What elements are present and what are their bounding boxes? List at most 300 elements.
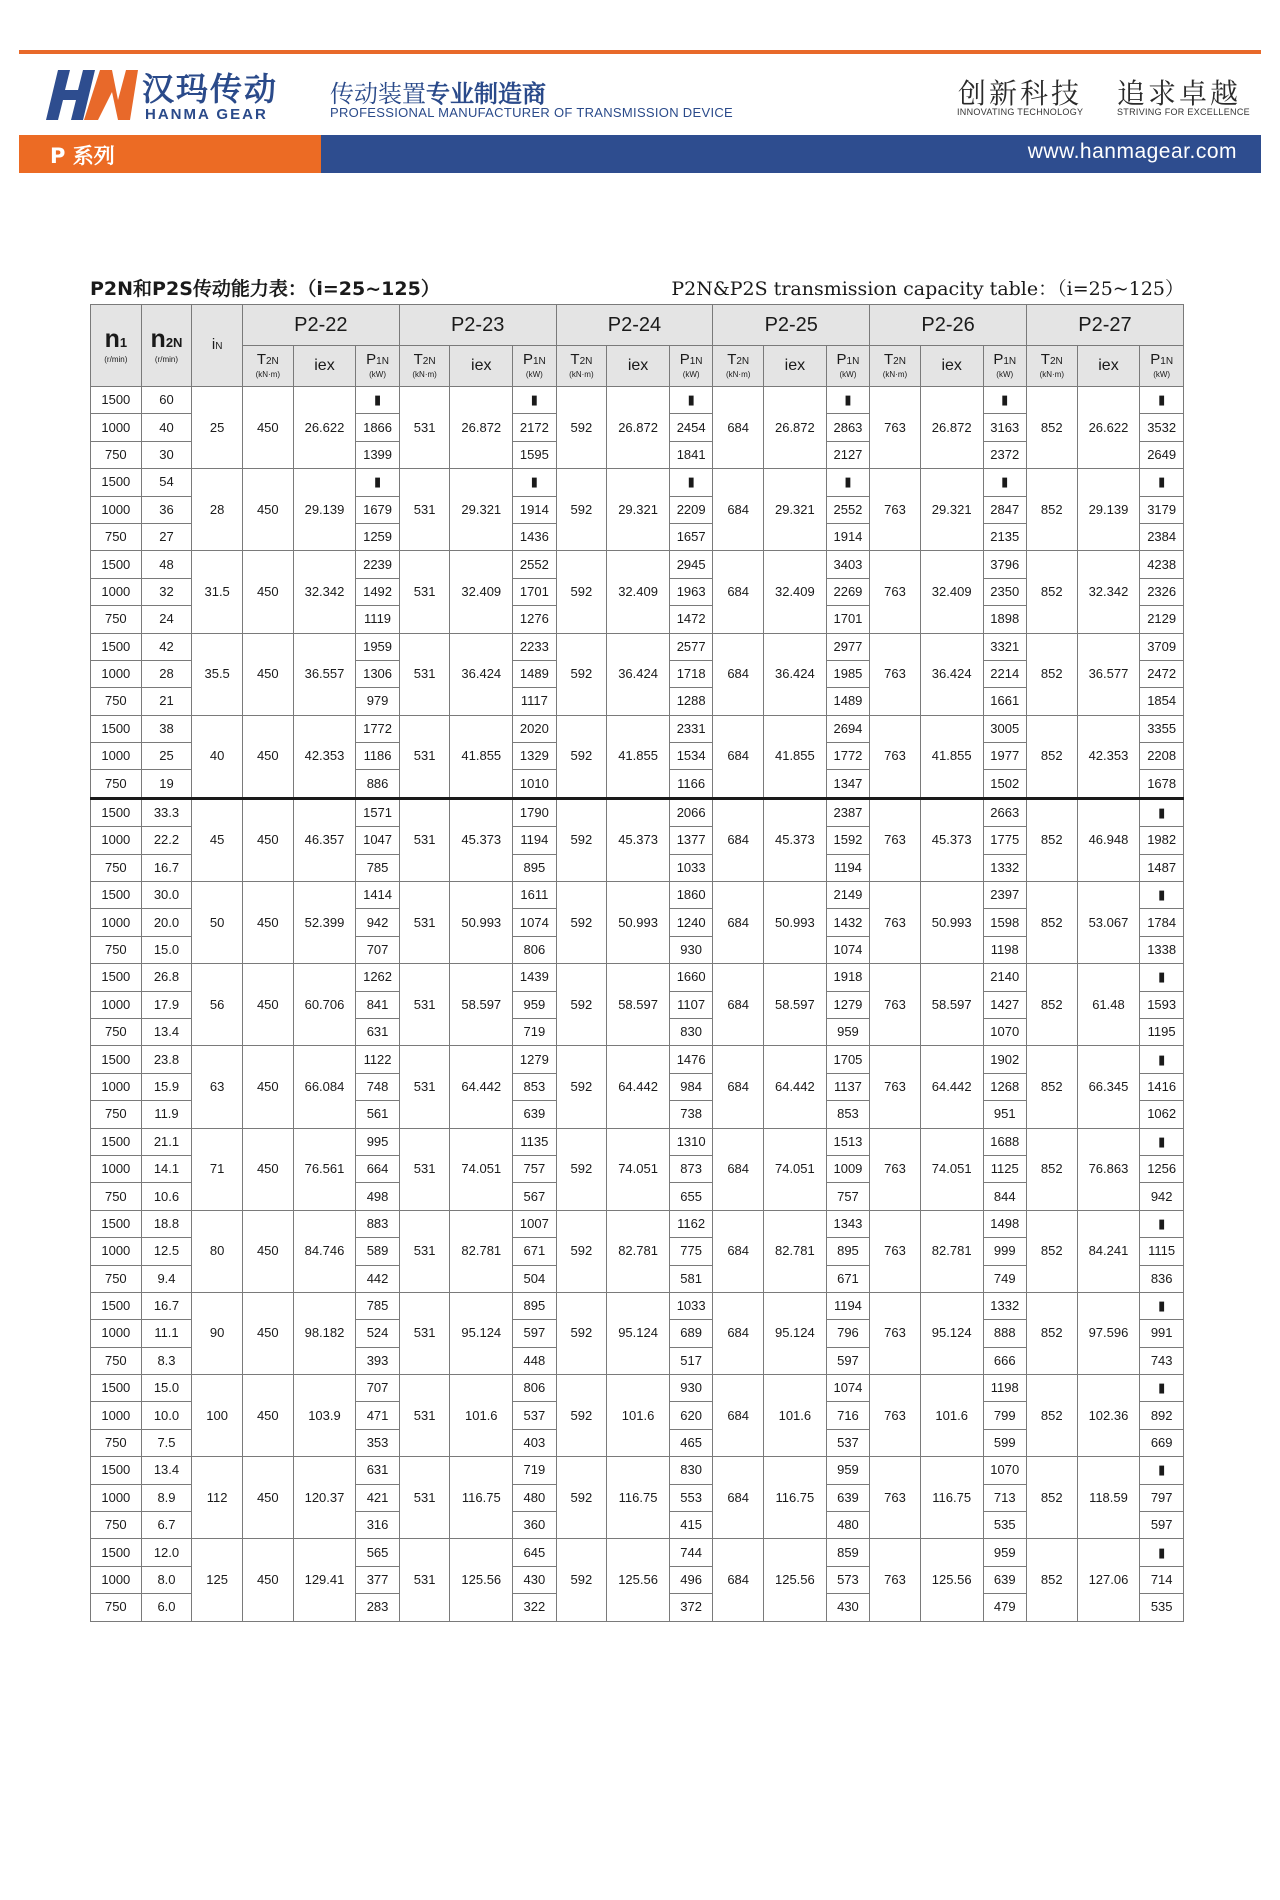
- p1n-cell: 1772: [356, 715, 399, 742]
- p1n-cell: 631: [356, 1018, 399, 1045]
- model-header: P2-23: [399, 305, 556, 346]
- p1n-cell: 1279: [826, 991, 869, 1018]
- n1-cell: 1500: [91, 1375, 142, 1402]
- p1n-cell: 316: [356, 1512, 399, 1539]
- p1n-cell: ▮: [1140, 1046, 1184, 1073]
- p1n-cell: 1009: [826, 1155, 869, 1182]
- p1n-cell: 442: [356, 1265, 399, 1292]
- t2n-cell: 852: [1026, 1292, 1077, 1374]
- p1n-cell: 716: [826, 1402, 869, 1429]
- in-cell: 25: [192, 387, 243, 469]
- p1n-cell: 873: [669, 1155, 712, 1182]
- n2n-cell: 9.4: [141, 1265, 192, 1292]
- in-cell: 112: [192, 1457, 243, 1539]
- iex-cell: 102.36: [1077, 1375, 1140, 1457]
- iex-cell: 82.781: [920, 1210, 983, 1292]
- p1n-cell: 1194: [513, 827, 556, 854]
- p1n-cell: ▮: [1140, 964, 1184, 991]
- p1n-cell: 573: [826, 1566, 869, 1593]
- p1n-cell: 353: [356, 1429, 399, 1456]
- p1n-cell: 3796: [983, 551, 1026, 578]
- n1-cell: 1000: [91, 1402, 142, 1429]
- p1n-cell: 2020: [513, 715, 556, 742]
- p1n-cell: 1571: [356, 798, 399, 826]
- table-row: [91, 715, 1184, 742]
- iex-cell: 120.37: [293, 1457, 356, 1539]
- iex-cell: 52.399: [293, 882, 356, 964]
- n1-cell: 1500: [91, 1539, 142, 1566]
- p1n-cell: 1074: [513, 909, 556, 936]
- p1n-cell: 639: [983, 1566, 1026, 1593]
- iex-cell: 97.596: [1077, 1292, 1140, 1374]
- table-title-cn: P2N和P2S传动能力表：（i=25~125）: [90, 278, 440, 300]
- t2n-cell: 592: [556, 1375, 607, 1457]
- t2n-cell: 852: [1026, 1457, 1077, 1539]
- p1n-cell: 3403: [826, 551, 869, 578]
- n1-cell: 1500: [91, 964, 142, 991]
- table-row: [91, 882, 1184, 909]
- iex-cell: 58.597: [607, 964, 670, 1046]
- p1n-cell: 1775: [983, 827, 1026, 854]
- p1n-cell: 1492: [356, 578, 399, 605]
- p1n-cell: 1194: [826, 854, 869, 881]
- n2n-cell: 54: [141, 469, 192, 496]
- iex-cell: 76.863: [1077, 1128, 1140, 1210]
- n2n-cell: 38: [141, 715, 192, 742]
- t2n-cell: 592: [556, 1046, 607, 1128]
- p1n-cell: 2372: [983, 441, 1026, 468]
- p1n-cell: 599: [983, 1429, 1026, 1456]
- iex-cell: 82.781: [764, 1210, 827, 1292]
- p1n-cell: 669: [1140, 1429, 1184, 1456]
- iex-cell: 66.345: [1077, 1046, 1140, 1128]
- t2n-cell: 531: [399, 1128, 450, 1210]
- p1n-cell: 2214: [983, 660, 1026, 687]
- p1n-cell: 480: [513, 1484, 556, 1511]
- p1n-cell: 372: [669, 1594, 712, 1621]
- ratio-block: [91, 469, 1184, 551]
- t2n-cell: 852: [1026, 469, 1077, 551]
- t2n-cell: 592: [556, 633, 607, 715]
- t2n-cell: 684: [713, 882, 764, 964]
- p1n-cell: 1343: [826, 1210, 869, 1237]
- in-cell: 100: [192, 1375, 243, 1457]
- p1n-cell: 1427: [983, 991, 1026, 1018]
- iex-cell: 116.75: [920, 1457, 983, 1539]
- n1-cell: 1000: [91, 991, 142, 1018]
- p1n-cell: 524: [356, 1320, 399, 1347]
- p1n-cell: 631: [356, 1457, 399, 1484]
- iex-cell: 46.357: [293, 798, 356, 881]
- p1n-cell: 892: [1140, 1402, 1184, 1429]
- ratio-block: [91, 387, 1184, 469]
- p1n-cell: 859: [826, 1539, 869, 1566]
- col-header-n1: n1 (r/min): [91, 305, 142, 387]
- p1n-cell: 713: [983, 1484, 1026, 1511]
- in-cell: 56: [192, 964, 243, 1046]
- t2n-cell: 852: [1026, 633, 1077, 715]
- p1n-cell: 744: [669, 1539, 712, 1566]
- p1n-cell: 1010: [513, 770, 556, 798]
- n2n-cell: 13.4: [141, 1018, 192, 1045]
- n2n-cell: 17.9: [141, 991, 192, 1018]
- p1n-cell: 799: [983, 1402, 1026, 1429]
- p1n-cell: 2552: [826, 496, 869, 523]
- t2n-cell: 684: [713, 469, 764, 551]
- iex-cell: 41.855: [450, 715, 513, 798]
- p1n-cell: 2350: [983, 578, 1026, 605]
- p1n-cell: 517: [669, 1347, 712, 1374]
- p1n-cell: 1338: [1140, 936, 1184, 963]
- in-cell: 71: [192, 1128, 243, 1210]
- p1n-cell: 2269: [826, 578, 869, 605]
- p1n-cell: 3321: [983, 633, 1026, 660]
- p1n-cell: 2140: [983, 964, 1026, 991]
- iex-cell: 29.321: [607, 469, 670, 551]
- p1n-cell: ▮: [983, 387, 1026, 414]
- p1n-cell: 1657: [669, 523, 712, 550]
- iex-cell: 64.442: [450, 1046, 513, 1128]
- iex-cell: 116.75: [450, 1457, 513, 1539]
- p1n-cell: 1439: [513, 964, 556, 991]
- iex-cell: 82.781: [450, 1210, 513, 1292]
- n1-cell: 1000: [91, 909, 142, 936]
- n1-cell: 750: [91, 1018, 142, 1045]
- t2n-cell: 450: [242, 882, 293, 964]
- n2n-cell: 30.0: [141, 882, 192, 909]
- t2n-cell: 852: [1026, 715, 1077, 798]
- p1n-cell: 785: [356, 1292, 399, 1319]
- p1n-cell: 1705: [826, 1046, 869, 1073]
- n1-cell: 1000: [91, 1566, 142, 1593]
- p1n-cell: 2066: [669, 798, 712, 826]
- p1n-cell: 480: [826, 1512, 869, 1539]
- p1n-cell: 567: [513, 1183, 556, 1210]
- n1-cell: 1500: [91, 715, 142, 742]
- table-row: [91, 387, 1184, 414]
- p1n-cell: 888: [983, 1320, 1026, 1347]
- t2n-cell: 531: [399, 551, 450, 633]
- iex-cell: 116.75: [764, 1457, 827, 1539]
- col-header-iex: iex: [293, 346, 356, 387]
- p1n-cell: ▮: [1140, 798, 1184, 826]
- n2n-cell: 48: [141, 551, 192, 578]
- p1n-cell: 537: [826, 1429, 869, 1456]
- p1n-cell: 1256: [1140, 1155, 1184, 1182]
- ratio-block: [91, 1128, 1184, 1210]
- t2n-cell: 531: [399, 1375, 450, 1457]
- p1n-cell: 1660: [669, 964, 712, 991]
- p1n-cell: 553: [669, 1484, 712, 1511]
- n1-cell: 1000: [91, 414, 142, 441]
- n2n-cell: 10.0: [141, 1402, 192, 1429]
- in-cell: 28: [192, 469, 243, 551]
- n1-cell: 750: [91, 1512, 142, 1539]
- model-header: P2-25: [713, 305, 870, 346]
- table-row: [91, 551, 1184, 578]
- n2n-cell: 30: [141, 441, 192, 468]
- p1n-cell: 471: [356, 1402, 399, 1429]
- p1n-cell: 1310: [669, 1128, 712, 1155]
- col-header-iex: iex: [764, 346, 827, 387]
- t2n-cell: 852: [1026, 551, 1077, 633]
- t2n-cell: 592: [556, 387, 607, 469]
- p1n-cell: 537: [513, 1402, 556, 1429]
- t2n-cell: 763: [870, 633, 921, 715]
- t2n-cell: 684: [713, 551, 764, 633]
- p1n-cell: 3163: [983, 414, 1026, 441]
- iex-cell: 84.241: [1077, 1210, 1140, 1292]
- website-url[interactable]: www.hanmagear.com: [1027, 140, 1237, 163]
- t2n-cell: 763: [870, 715, 921, 798]
- p1n-cell: 2384: [1140, 523, 1184, 550]
- col-header-p1n: P1N (kW): [1140, 346, 1184, 387]
- p1n-cell: 479: [983, 1594, 1026, 1621]
- iex-cell: 98.182: [293, 1292, 356, 1374]
- p1n-cell: 1259: [356, 523, 399, 550]
- n2n-cell: 16.7: [141, 1292, 192, 1319]
- col-header-p1n: P1N (kW): [669, 346, 712, 387]
- iex-cell: 26.872: [764, 387, 827, 469]
- iex-cell: 61.48: [1077, 964, 1140, 1046]
- p1n-cell: 1377: [669, 827, 712, 854]
- p1n-cell: 1854: [1140, 688, 1184, 715]
- p1n-cell: 2663: [983, 798, 1026, 826]
- t2n-cell: 450: [242, 633, 293, 715]
- p1n-cell: 671: [513, 1238, 556, 1265]
- t2n-cell: 531: [399, 1210, 450, 1292]
- p1n-cell: 322: [513, 1594, 556, 1621]
- p1n-cell: 836: [1140, 1265, 1184, 1292]
- p1n-cell: 620: [669, 1402, 712, 1429]
- t2n-cell: 450: [242, 1375, 293, 1457]
- in-cell: 90: [192, 1292, 243, 1374]
- p1n-cell: 757: [513, 1155, 556, 1182]
- p1n-cell: 664: [356, 1155, 399, 1182]
- p1n-cell: ▮: [1140, 1539, 1184, 1566]
- table-row: [91, 469, 1184, 496]
- p1n-cell: 597: [1140, 1512, 1184, 1539]
- n2n-cell: 7.5: [141, 1429, 192, 1456]
- p1n-cell: 883: [356, 1210, 399, 1237]
- iex-cell: 26.622: [293, 387, 356, 469]
- p1n-cell: 1902: [983, 1046, 1026, 1073]
- p1n-cell: 2326: [1140, 578, 1184, 605]
- p1n-cell: 1240: [669, 909, 712, 936]
- n2n-cell: 14.1: [141, 1155, 192, 1182]
- p1n-cell: 1186: [356, 743, 399, 770]
- iex-cell: 118.59: [1077, 1457, 1140, 1539]
- n2n-cell: 42: [141, 633, 192, 660]
- p1n-cell: 1332: [983, 1292, 1026, 1319]
- n2n-cell: 13.4: [141, 1457, 192, 1484]
- t2n-cell: 450: [242, 715, 293, 798]
- p1n-cell: 1513: [826, 1128, 869, 1155]
- n2n-cell: 22.2: [141, 827, 192, 854]
- t2n-cell: 852: [1026, 1375, 1077, 1457]
- iex-cell: 32.342: [1077, 551, 1140, 633]
- header-top-rule: [19, 50, 1261, 54]
- p1n-cell: 597: [826, 1347, 869, 1374]
- p1n-cell: 2552: [513, 551, 556, 578]
- p1n-cell: 1611: [513, 882, 556, 909]
- t2n-cell: 763: [870, 551, 921, 633]
- iex-cell: 46.948: [1077, 798, 1140, 881]
- in-cell: 80: [192, 1210, 243, 1292]
- iex-cell: 41.855: [920, 715, 983, 798]
- p1n-cell: 498: [356, 1183, 399, 1210]
- t2n-cell: 763: [870, 1375, 921, 1457]
- ratio-block: [91, 1210, 1184, 1292]
- iex-cell: 82.781: [607, 1210, 670, 1292]
- t2n-cell: 763: [870, 882, 921, 964]
- iex-cell: 41.855: [607, 715, 670, 798]
- p1n-cell: 1198: [983, 1375, 1026, 1402]
- p1n-cell: 3179: [1140, 496, 1184, 523]
- slogan-excellence-en: STRIVING FOR EXCELLENCE: [1117, 107, 1250, 117]
- p1n-cell: 2129: [1140, 606, 1184, 633]
- p1n-cell: 1125: [983, 1155, 1026, 1182]
- p1n-cell: 886: [356, 770, 399, 798]
- table-row: [91, 1375, 1184, 1402]
- ratio-block: [91, 1046, 1184, 1128]
- p1n-cell: 1790: [513, 798, 556, 826]
- p1n-cell: 3005: [983, 715, 1026, 742]
- iex-cell: 50.993: [450, 882, 513, 964]
- p1n-cell: 959: [826, 1457, 869, 1484]
- t2n-cell: 592: [556, 551, 607, 633]
- p1n-cell: 496: [669, 1566, 712, 1593]
- t2n-cell: 531: [399, 882, 450, 964]
- p1n-cell: 1918: [826, 964, 869, 991]
- p1n-cell: 4238: [1140, 551, 1184, 578]
- p1n-cell: 895: [513, 854, 556, 881]
- t2n-cell: 852: [1026, 1128, 1077, 1210]
- table-row: [91, 633, 1184, 660]
- iex-cell: 64.442: [764, 1046, 827, 1128]
- p1n-cell: 942: [1140, 1183, 1184, 1210]
- p1n-cell: 707: [356, 936, 399, 963]
- n1-cell: 1500: [91, 1046, 142, 1073]
- n1-cell: 1000: [91, 496, 142, 523]
- p1n-cell: ▮: [1140, 1292, 1184, 1319]
- iex-cell: 74.051: [920, 1128, 983, 1210]
- iex-cell: 66.084: [293, 1046, 356, 1128]
- t2n-cell: 852: [1026, 882, 1077, 964]
- t2n-cell: 450: [242, 1457, 293, 1539]
- p1n-cell: 1498: [983, 1210, 1026, 1237]
- p1n-cell: 797: [1140, 1484, 1184, 1511]
- iex-cell: 95.124: [607, 1292, 670, 1374]
- p1n-cell: 1074: [826, 1375, 869, 1402]
- table-row: [91, 1128, 1184, 1155]
- iex-cell: 26.872: [920, 387, 983, 469]
- p1n-cell: 2387: [826, 798, 869, 826]
- iex-cell: 95.124: [920, 1292, 983, 1374]
- n1-cell: 1000: [91, 1155, 142, 1182]
- p1n-cell: 749: [983, 1265, 1026, 1292]
- ratio-block: [91, 551, 1184, 633]
- p1n-cell: 421: [356, 1484, 399, 1511]
- p1n-cell: 1107: [669, 991, 712, 1018]
- iex-cell: 36.557: [293, 633, 356, 715]
- col-header-in: iN: [192, 305, 243, 387]
- n2n-cell: 18.8: [141, 1210, 192, 1237]
- iex-cell: 125.56: [607, 1539, 670, 1621]
- p1n-cell: 999: [983, 1238, 1026, 1265]
- p1n-cell: 2233: [513, 633, 556, 660]
- p1n-cell: 995: [356, 1128, 399, 1155]
- t2n-cell: 763: [870, 964, 921, 1046]
- in-cell: 35.5: [192, 633, 243, 715]
- p1n-cell: 3709: [1140, 633, 1184, 660]
- iex-cell: 95.124: [450, 1292, 513, 1374]
- col-header-p1n: P1N (kW): [983, 346, 1026, 387]
- p1n-cell: 1489: [513, 660, 556, 687]
- iex-cell: 26.622: [1077, 387, 1140, 469]
- p1n-cell: ▮: [1140, 469, 1184, 496]
- p1n-cell: 895: [513, 1292, 556, 1319]
- p1n-cell: 785: [356, 854, 399, 881]
- n1-cell: 1500: [91, 1128, 142, 1155]
- t2n-cell: 684: [713, 1210, 764, 1292]
- p1n-cell: 1122: [356, 1046, 399, 1073]
- p1n-cell: 393: [356, 1347, 399, 1374]
- p1n-cell: 1135: [513, 1128, 556, 1155]
- t2n-cell: 684: [713, 1539, 764, 1621]
- p1n-cell: 1959: [356, 633, 399, 660]
- p1n-cell: 1534: [669, 743, 712, 770]
- table-row: [91, 798, 1184, 826]
- p1n-cell: 714: [1140, 1566, 1184, 1593]
- iex-cell: 58.597: [450, 964, 513, 1046]
- t2n-cell: 592: [556, 1128, 607, 1210]
- iex-cell: 101.6: [450, 1375, 513, 1457]
- t2n-cell: 592: [556, 798, 607, 881]
- p1n-cell: 1502: [983, 770, 1026, 798]
- p1n-cell: 430: [513, 1566, 556, 1593]
- iex-cell: 125.56: [920, 1539, 983, 1621]
- p1n-cell: 2694: [826, 715, 869, 742]
- table-row: [91, 1046, 1184, 1073]
- iex-cell: 29.139: [293, 469, 356, 551]
- series-label: P 系列: [50, 144, 115, 168]
- p1n-cell: 1047: [356, 827, 399, 854]
- p1n-cell: ▮: [826, 469, 869, 496]
- iex-cell: 50.993: [920, 882, 983, 964]
- iex-cell: 29.139: [1077, 469, 1140, 551]
- n1-cell: 750: [91, 1265, 142, 1292]
- in-cell: 31.5: [192, 551, 243, 633]
- col-header-p1n: P1N (kW): [356, 346, 399, 387]
- n2n-cell: 12.0: [141, 1539, 192, 1566]
- p1n-cell: 1268: [983, 1073, 1026, 1100]
- t2n-cell: 450: [242, 1292, 293, 1374]
- iex-cell: 32.409: [450, 551, 513, 633]
- iex-cell: 125.56: [450, 1539, 513, 1621]
- n1-cell: 750: [91, 441, 142, 468]
- iex-cell: 36.424: [607, 633, 670, 715]
- iex-cell: 32.409: [764, 551, 827, 633]
- table-row: [91, 1539, 1184, 1566]
- p1n-cell: 1070: [983, 1018, 1026, 1045]
- t2n-cell: 450: [242, 1128, 293, 1210]
- t2n-cell: 684: [713, 1128, 764, 1210]
- n1-cell: 1500: [91, 551, 142, 578]
- n1-cell: 1500: [91, 882, 142, 909]
- iex-cell: 45.373: [764, 798, 827, 881]
- n1-cell: 750: [91, 1429, 142, 1456]
